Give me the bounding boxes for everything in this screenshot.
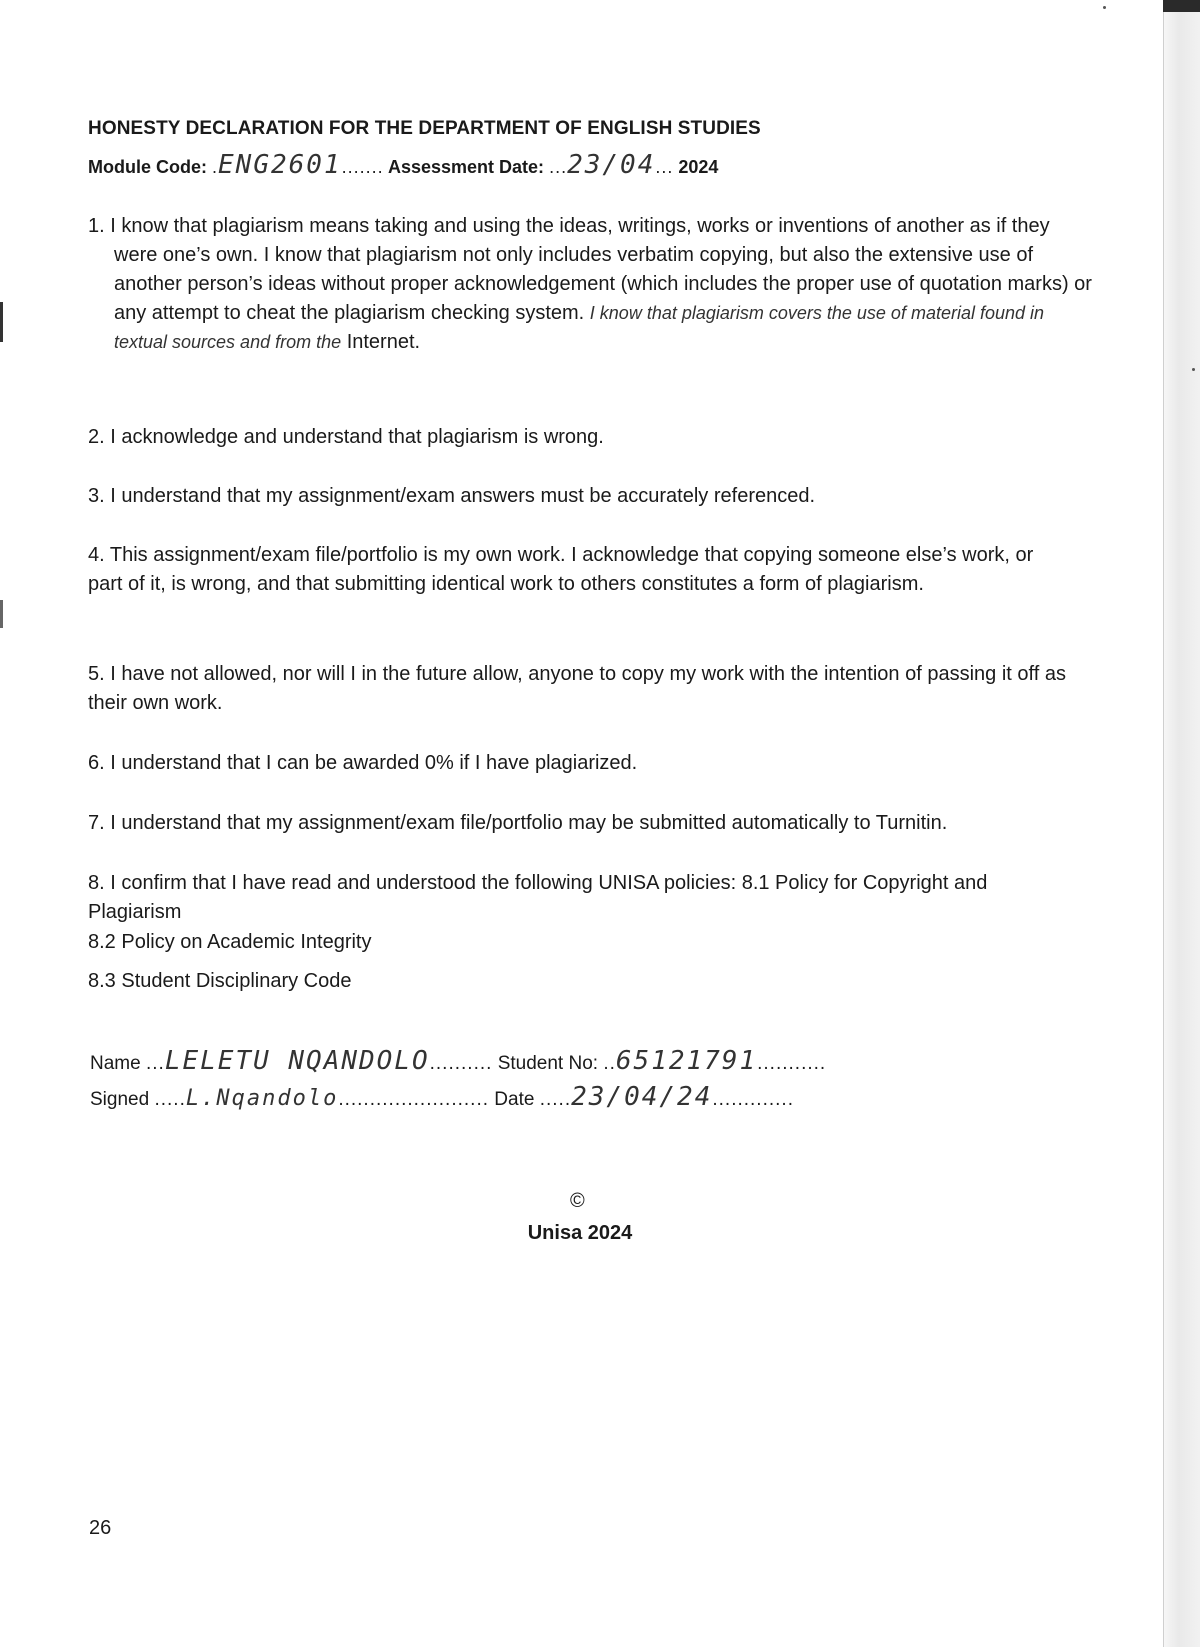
footer-organization: Unisa 2024 bbox=[527, 1222, 633, 1244]
document-heading: HONESTY DECLARATION FOR THE DEPARTMENT OF ENGLISH STUDIES bbox=[88, 118, 761, 139]
scan-left-mark bbox=[0, 302, 3, 342]
assessment-date-value: 23/04 bbox=[567, 150, 656, 180]
module-line: Module Code: .ENG2601....... Assessment Date: ...23/04... 2024 bbox=[88, 150, 719, 180]
declaration-item-1 bbox=[88, 212, 1094, 357]
signed-label: Signed bbox=[90, 1089, 150, 1110]
assessment-year: 2024 bbox=[678, 157, 719, 177]
name-label: Name bbox=[90, 1053, 141, 1074]
scan-edge-mark bbox=[1163, 0, 1200, 12]
scan-edge bbox=[1163, 0, 1200, 1647]
declaration-item-8-2: 8.2 Policy on Academic Integrity bbox=[88, 931, 372, 953]
declaration-item-3: 3. I understand that my assignment/exam answers must be accurately referenced. bbox=[88, 485, 816, 507]
signature-value: L.Nqandolo bbox=[185, 1086, 339, 1111]
assessment-date-label: Assessment Date: bbox=[387, 157, 545, 177]
scan-speck bbox=[1103, 6, 1106, 9]
declaration-item-7: 7. I understand that my assignment/exam file/portfolio may be submitted automatically to Turnitin. bbox=[88, 812, 948, 834]
declaration-item-5: 5. I have not allowed, nor will I in the future allow, anyone to copy my work with the intention of passing it off as their own work. bbox=[88, 663, 1066, 714]
declaration-item-2: 2. I acknowledge and understand that plagiarism is wrong. bbox=[88, 426, 604, 448]
declaration-text: 1. I know that plagiarism means taking and using the ideas, writings, works or inventions of another as if they were one’s own. I know that plagiarism not only includes verbatim copying, but also the extensive use of another person’s ideas without proper acknowledgement (which includes the proper use of quotation marks) or any attempt to cheat the plagiarism checking system. bbox=[88, 215, 1092, 324]
name-value: LELETU NQANDOLO bbox=[164, 1046, 430, 1076]
student-no-label: Student No: bbox=[497, 1053, 599, 1074]
date-label: Date bbox=[494, 1089, 535, 1110]
scan-speck bbox=[1192, 368, 1195, 371]
declaration-item-8: 8. I confirm that I have read and understood the following UNISA policies: 8.1 Policy for Copyright and Plagiarism bbox=[88, 872, 988, 923]
declaration-item-8-3: 8.3 Student Disciplinary Code bbox=[88, 970, 352, 992]
declaration-item-6: 6. I understand that I can be awarded 0% if I have plagiarized. bbox=[88, 752, 638, 774]
page-number: 26 bbox=[89, 1517, 112, 1539]
declaration-text-end: Internet. bbox=[346, 331, 421, 353]
module-code-value: ENG2601 bbox=[218, 150, 342, 180]
student-no-value: 65121791 bbox=[615, 1046, 758, 1076]
name-line: Name ...LELETU NQANDOLO.......... Student No: ..65121791........... bbox=[90, 1046, 827, 1076]
date-value: 23/04/24 bbox=[571, 1082, 713, 1112]
copyright-symbol: © bbox=[570, 1190, 585, 1212]
module-code-label: Module Code: bbox=[88, 157, 207, 177]
signed-line: Signed .....L.Nqandolo........................ Date .....23/04/24............. bbox=[90, 1082, 794, 1112]
declaration-italic-text: I know that plagiarism covers the use of material found in textual sources and from the bbox=[114, 303, 1045, 352]
scan-left-mark bbox=[0, 600, 3, 628]
declaration-item-4: 4. This assignment/exam file/portfolio is my own work. I acknowledge that copying someone else’s work, or part of it, is wrong, and that submitting identical work to others constitutes a form of plagiarism. bbox=[88, 544, 1034, 595]
